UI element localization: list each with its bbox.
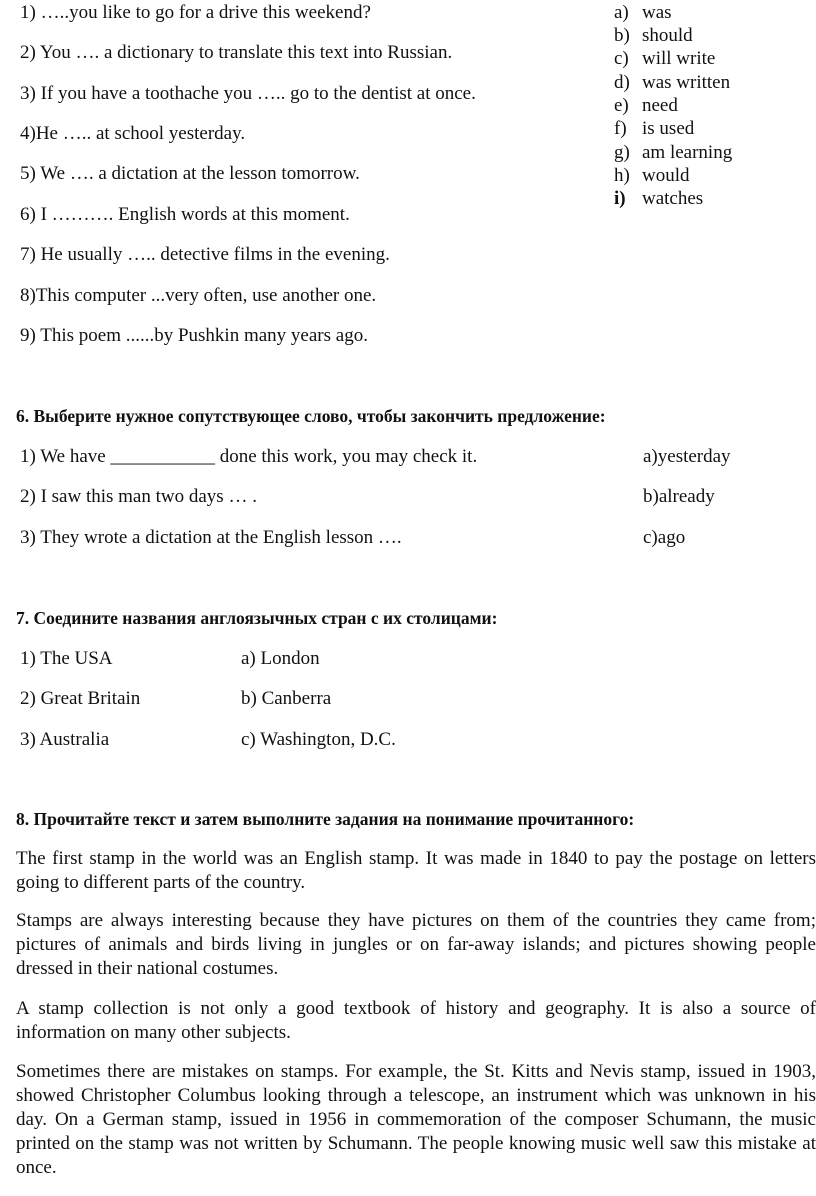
task7-country: 2) Great Britain xyxy=(20,688,141,709)
option-key: g) xyxy=(614,142,630,163)
task5-option xyxy=(614,118,694,140)
task5-question: 2) You …. a dictionary to translate this text into Russian. xyxy=(20,42,453,63)
task5-question: 7) He usually ….. detective films in the evening. xyxy=(20,244,390,265)
option-text: was xyxy=(642,2,672,23)
task7-capital: a) London xyxy=(241,648,320,669)
option-text: will write xyxy=(642,48,716,69)
task5-option xyxy=(614,188,703,210)
task5-question: 8)This computer ...very often, use another one. xyxy=(20,285,377,306)
option-key: i) xyxy=(614,188,626,209)
reading-paragraph: A stamp collection is not only a good textbook of history and geography. It is also a source of information on many other subjects. xyxy=(16,998,816,1043)
task5-option xyxy=(614,25,693,47)
option-key: b) xyxy=(614,25,630,46)
option-key: c) xyxy=(614,48,629,69)
option-text: need xyxy=(642,95,678,116)
task6-heading: 6. Выберите нужное сопутствующее слово, чтобы закончить предложение: xyxy=(16,406,606,426)
task6-question: 2) I saw this man two days … . xyxy=(20,486,257,507)
option-key: e) xyxy=(614,95,629,116)
option-key: d) xyxy=(614,72,630,93)
task7-capital: b) Canberra xyxy=(241,688,332,709)
option-key: h) xyxy=(614,165,630,186)
task6-answer: a)yesterday xyxy=(643,446,731,467)
task6-question: 3) They wrote a dictation at the English lesson …. xyxy=(20,527,402,548)
task8-heading: 8. Прочитайте текст и затем выполните задания на понимание прочитанного: xyxy=(16,809,635,829)
option-text: watches xyxy=(642,188,704,209)
option-text: should xyxy=(642,25,693,46)
task5-option xyxy=(614,72,730,94)
task5-question: 4)He ….. at school yesterday. xyxy=(20,123,246,144)
task5-question: 1) …..you like to go for a drive this weekend? xyxy=(20,2,371,23)
task5-question: 5) We …. a dictation at the lesson tomorrow. xyxy=(20,163,360,184)
task7-country: 1) The USA xyxy=(20,648,113,669)
task6-answer: c)ago xyxy=(643,527,686,548)
task7-heading: 7. Соедините названия англоязычных стран с их столицами: xyxy=(16,608,498,628)
task5-option xyxy=(614,2,672,24)
task5-option xyxy=(614,142,732,164)
option-text: am learning xyxy=(642,142,733,163)
reading-paragraph: The first stamp in the world was an English stamp. It was made in 1840 to pay the postage on letters going to different parts of the country. xyxy=(16,848,816,893)
option-key: f) xyxy=(614,118,627,139)
task5-option xyxy=(614,48,715,70)
task5-option xyxy=(614,165,690,187)
task5-question: 6) I ………. English words at this moment. xyxy=(20,204,350,225)
option-text: was written xyxy=(642,72,731,93)
task7-country: 3) Australia xyxy=(20,729,110,750)
task5-option xyxy=(614,95,678,117)
option-text: would xyxy=(642,165,690,186)
task7-capital: c) Washington, D.C. xyxy=(241,729,396,750)
reading-paragraph: Sometimes there are mistakes on stamps. For example, the St. Kitts and Nevis stamp, issued in 1903, showed Christopher Columbus looking through a telescope, an instrument which was unknown in his day. On a German stamp, issued in 1956 in commemoration of the composer Schumann, the music printed on the stamp was not written by Schumann. The people knowing music well saw this mistake at once. xyxy=(16,1061,816,1178)
task6-answer: b)already xyxy=(643,486,715,507)
task5-question: 9) This poem ......by Pushkin many years ago. xyxy=(20,325,368,346)
task6-question: 1) We have ___________ done this work, you may check it. xyxy=(20,446,478,467)
option-text: is used xyxy=(642,118,695,139)
reading-paragraph: Stamps are always interesting because they have pictures on them of the countries they came from; pictures of animals and birds living in jungles or on far-away islands; and pictures showing people dressed in their national costumes. xyxy=(16,910,816,979)
task5-question: 3) If you have a toothache you ….. go to the dentist at once. xyxy=(20,83,476,104)
option-key: a) xyxy=(614,2,629,23)
